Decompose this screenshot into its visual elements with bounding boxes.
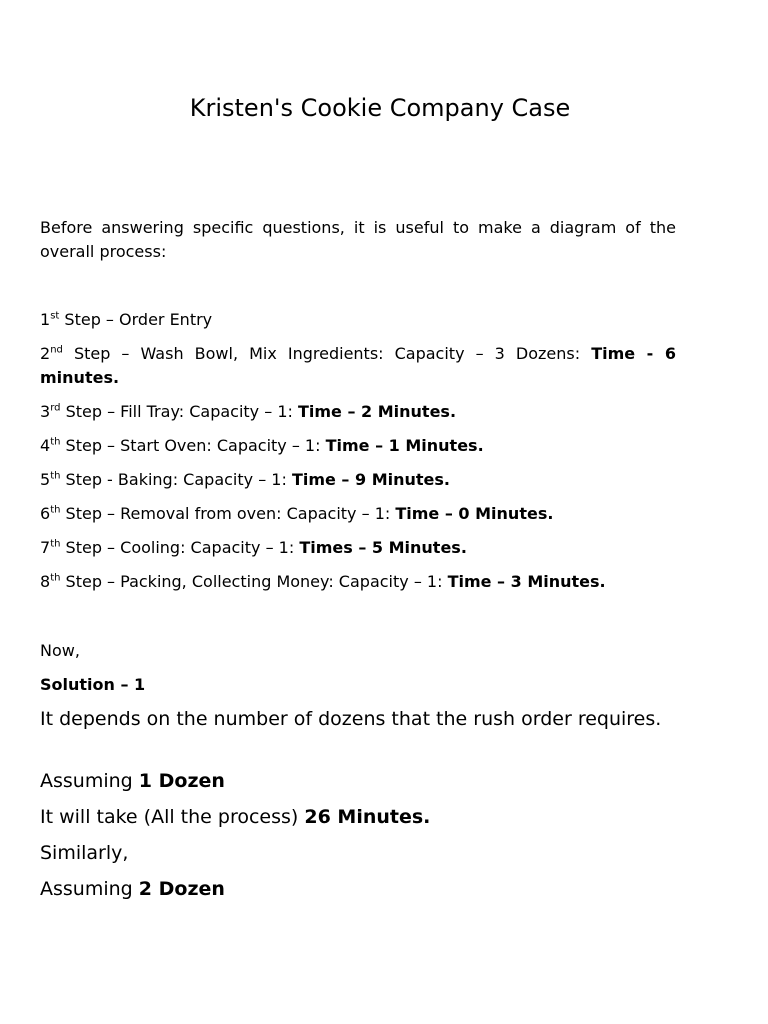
assumption-prefix: Assuming	[40, 770, 139, 792]
step-number: 1	[40, 310, 51, 329]
step-number: 4	[40, 436, 51, 455]
step-number: 8	[40, 572, 51, 591]
process-step-6	[40, 502, 676, 526]
step-time: Time – 0 Minutes.	[395, 504, 554, 523]
step-text: Step – Cooling: Capacity – 1:	[60, 538, 300, 557]
step-text: Step – Order Entry	[59, 310, 213, 329]
step-text: Step – Packing, Collecting Money: Capacity – 1:	[60, 572, 448, 591]
step-ordinal-suffix: th	[50, 436, 61, 448]
step-ordinal-suffix: th	[50, 504, 61, 516]
total-time-statement	[40, 804, 676, 830]
step-ordinal-suffix: th	[50, 470, 61, 482]
assumption-1-dozen	[40, 768, 676, 794]
now-text: Now,	[40, 641, 80, 660]
intro-paragraph: Before answering specific questions, it is useful to make a diagram of the overall process:	[40, 218, 676, 261]
step-time: Time – 1 Minutes.	[325, 436, 484, 455]
process-step-5	[40, 468, 676, 492]
step-time: Time - 6 minutes.	[40, 344, 676, 387]
similarly-text: Similarly,	[40, 842, 129, 864]
step-number: 3	[40, 402, 51, 421]
step-time: Time – 3 Minutes.	[447, 572, 606, 591]
assumption-prefix: Assuming	[40, 878, 139, 900]
process-step-8	[40, 570, 676, 594]
total-time-value: 26 Minutes.	[304, 806, 431, 828]
step-time: Time – 9 Minutes.	[291, 470, 450, 489]
process-step-7	[40, 536, 676, 560]
answer-paragraph: It depends on the number of dozens that the rush order requires.	[40, 708, 662, 730]
process-steps-list	[40, 308, 676, 604]
step-time: Time – 2 Minutes.	[297, 402, 457, 421]
step-ordinal-suffix: th	[50, 538, 61, 550]
step-number: 6	[40, 504, 51, 523]
process-step-4	[40, 434, 676, 458]
assumption-quantity: 2 Dozen	[138, 878, 225, 900]
assumption-2-dozen	[40, 876, 676, 902]
step-text: Step – Wash Bowl, Mix Ingredients: Capacity – 3 Dozens:	[62, 344, 592, 363]
step-time: Times – 5 Minutes.	[299, 538, 467, 557]
step-text: Step - Baking: Capacity – 1:	[60, 470, 292, 489]
step-number: 2	[40, 344, 51, 363]
step-ordinal-suffix: rd	[50, 402, 61, 414]
step-text: Step – Fill Tray: Capacity – 1:	[60, 402, 298, 421]
step-ordinal-suffix: th	[50, 572, 61, 584]
step-number: 7	[40, 538, 51, 557]
process-step-3	[40, 400, 676, 424]
step-text: Step – Start Oven: Capacity – 1:	[60, 436, 326, 455]
process-step-2	[40, 342, 676, 390]
page-title: Kristen's Cookie Company Case	[189, 94, 571, 122]
total-time-prefix: It will take (All the process)	[40, 806, 305, 828]
process-step-1	[40, 308, 676, 332]
solution-heading: Solution – 1	[40, 675, 146, 694]
assumption-quantity: 1 Dozen	[138, 770, 225, 792]
step-number: 5	[40, 470, 51, 489]
step-ordinal-suffix: nd	[50, 344, 63, 356]
step-text: Step – Removal from oven: Capacity – 1:	[60, 504, 396, 523]
step-ordinal-suffix: st	[50, 310, 60, 322]
